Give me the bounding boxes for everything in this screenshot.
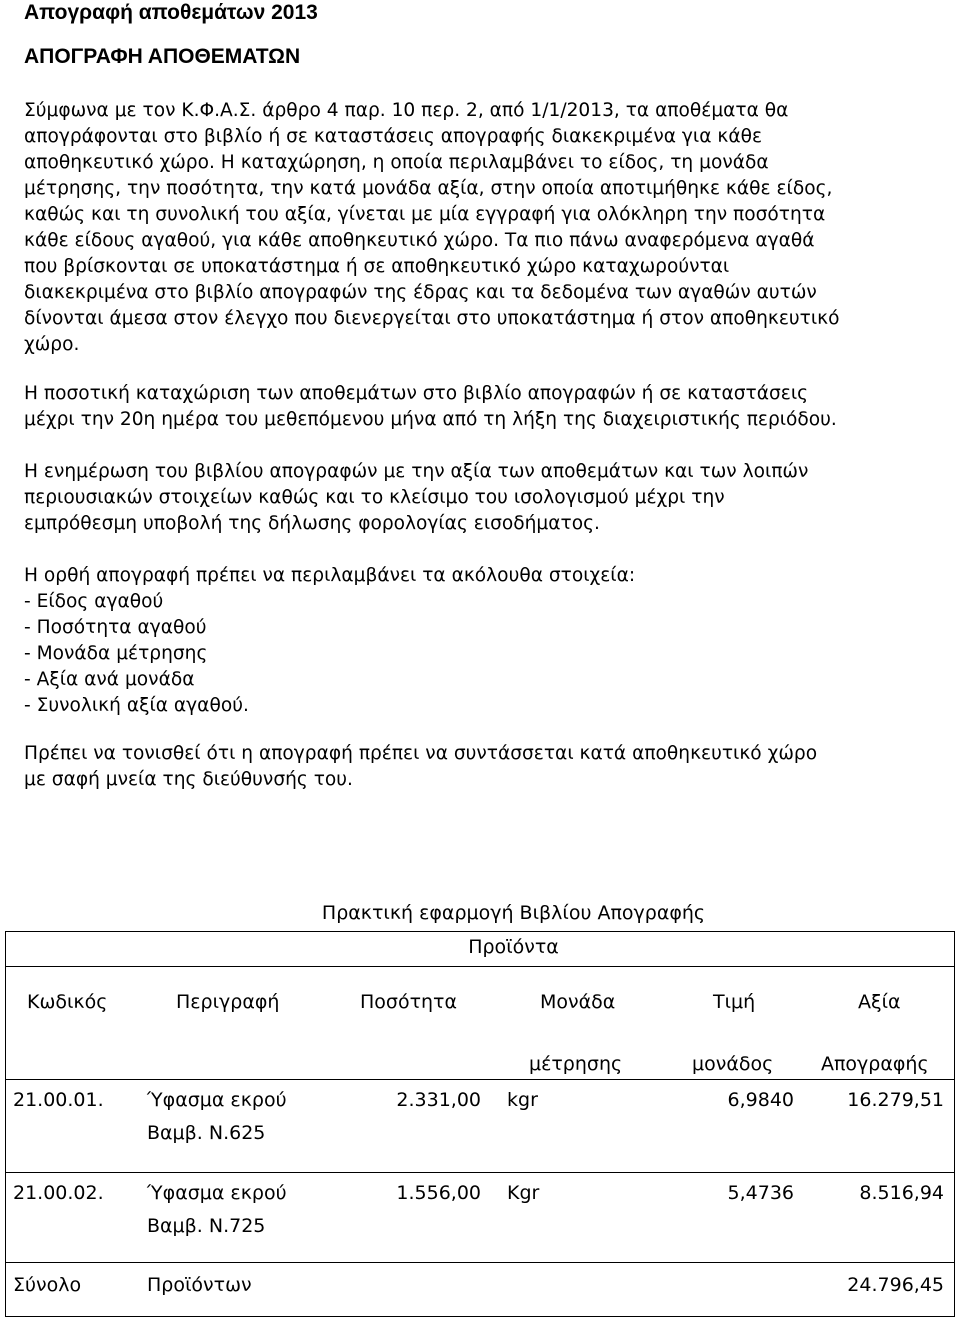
- text-line: Η ενημέρωση του βιβλίου απογραφών με την αξία των αποθεμάτων και των λοιπών: [24, 461, 809, 482]
- text-line: χώρο.: [24, 334, 80, 355]
- text-line: Σύμφωνα με τον Κ.Φ.Α.Σ. άρθρο 4 παρ. 10 περ. 2, από 1/1/2013, τα αποθέματα θα: [24, 100, 789, 121]
- text-line: διακεκριμένα στο βιβλίο απογραφών της έδρας και τα δεδομένα των αγαθών αυτών: [24, 282, 817, 303]
- row-description-sub: Βαμβ. Ν.625: [147, 1122, 266, 1144]
- entry-deadline-paragraph: [24, 381, 954, 433]
- list-item: - Συνολική αξία αγαθού.: [24, 695, 249, 716]
- row-description: Ύφασμα εκρού: [147, 1089, 287, 1111]
- table-divider: [5, 1172, 955, 1173]
- text-line: απογράφονται στο βιβλίο ή σε καταστάσεις απογραφής διακεκριμένα για κάθε: [24, 126, 763, 147]
- row-quantity: 2.331,00: [396, 1089, 481, 1111]
- header-unit: Μονάδα: [540, 991, 616, 1013]
- list-item: - Είδος αγαθού: [24, 591, 164, 612]
- requirements-list: [24, 563, 954, 719]
- header-description: Περιγραφή: [176, 991, 280, 1013]
- total-value: 24.796,45: [847, 1274, 944, 1296]
- text-line: Η ποσοτική καταχώριση των αποθεμάτων στο βιβλίο απογραφών ή σε καταστάσεις: [24, 383, 809, 404]
- row-value: 16.279,51: [847, 1089, 944, 1111]
- update-paragraph: [24, 459, 954, 537]
- table-border-bottom: [5, 1316, 955, 1317]
- text-line: αποθηκευτικό χώρο. Η καταχώρηση, η οποία περιλαμβάνει το είδος, τη μονάδα: [24, 152, 769, 173]
- header-value: Αξία: [858, 991, 901, 1013]
- row-description-sub: Βαμβ. Ν.725: [147, 1215, 266, 1237]
- header-price-sub: μονάδος: [692, 1053, 774, 1075]
- note-paragraph: [24, 741, 954, 793]
- table-divider: [5, 1262, 955, 1263]
- section-title: ΑΠΟΓΡΑΦΗ ΑΠΟΘΕΜΑΤΩΝ: [24, 45, 301, 68]
- page-title: Απογραφή αποθεμάτων 2013: [24, 1, 318, 24]
- intro-paragraph: [24, 98, 954, 358]
- row-description: Ύφασμα εκρού: [147, 1182, 287, 1204]
- list-item: - Αξία ανά μονάδα: [24, 669, 195, 690]
- text-line: με σαφή μνεία της διεύθυνσής του.: [24, 769, 353, 790]
- text-line: που βρίσκονται σε υποκατάστημα ή σε αποθηκευτικό χώρο καταχωρούνται: [24, 256, 730, 277]
- text-line: εμπρόθεσμη υποβολή της δήλωσης φορολογίας εισοδήματος.: [24, 513, 600, 534]
- header-unit-sub: μέτρησης: [529, 1053, 623, 1075]
- list-intro: Η ορθή απογραφή πρέπει να περιλαμβάνει τα ακόλουθα στοιχεία:: [24, 565, 636, 586]
- row-unit: kgr: [507, 1089, 538, 1111]
- text-line: μέχρι την 20η ημέρα του μεθεπόμενου μήνα από τη λήξη της διαχειριστικής περιόδου.: [24, 409, 837, 430]
- row-price: 6,9840: [727, 1089, 794, 1111]
- table-divider: [5, 1079, 955, 1080]
- table-divider: [5, 966, 955, 967]
- table-border-left: [5, 931, 6, 1317]
- header-code: Κωδικός: [27, 991, 108, 1013]
- text-line: περιουσιακών στοιχείων καθώς και το κλείσιμο του ισολογισμού μέχρι την: [24, 487, 725, 508]
- row-price: 5,4736: [727, 1182, 794, 1204]
- list-item: - Ποσότητα αγαθού: [24, 617, 207, 638]
- text-line: δίνονται άμεσα στον έλεγχο που διενεργείται στο υποκατάστημα ή στον αποθηκευτικό: [24, 308, 840, 329]
- table-border-right: [954, 931, 955, 1317]
- table-border-top: [5, 931, 955, 932]
- total-label: Σύνολο: [13, 1274, 82, 1296]
- header-quantity: Ποσότητα: [360, 991, 458, 1013]
- row-value: 8.516,94: [859, 1182, 944, 1204]
- text-line: καθώς και τη συνολική του αξία, γίνεται με μία εγγραφή για ολόκληρη την ποσότητα: [24, 204, 826, 225]
- row-code: 21.00.02.: [13, 1182, 104, 1204]
- text-line: μέτρησης, την ποσότητα, την κατά μονάδα αξία, στην οποία αποτιμήθηκε κάθε είδος,: [24, 178, 833, 199]
- text-line: κάθε είδους αγαθού, για κάθε αποθηκευτικό χώρο. Τα πιο πάνω αναφερόμενα αγαθά: [24, 230, 815, 251]
- row-code: 21.00.01.: [13, 1089, 104, 1111]
- list-item: - Μονάδα μέτρησης: [24, 643, 208, 664]
- table-title: Πρακτική εφαρμογή Βιβλίου Απογραφής: [321, 902, 706, 924]
- total-label-products: Προϊόντων: [147, 1274, 252, 1296]
- row-quantity: 1.556,00: [396, 1182, 481, 1204]
- header-price: Τιμή: [713, 991, 756, 1013]
- header-value-sub: Απογραφής: [821, 1053, 929, 1075]
- table-subtitle: Προϊόντα: [468, 936, 559, 958]
- row-unit: Kgr: [507, 1182, 540, 1204]
- text-line: Πρέπει να τονισθεί ότι η απογραφή πρέπει να συντάσσεται κατά αποθηκευτικό χώρο: [24, 743, 818, 764]
